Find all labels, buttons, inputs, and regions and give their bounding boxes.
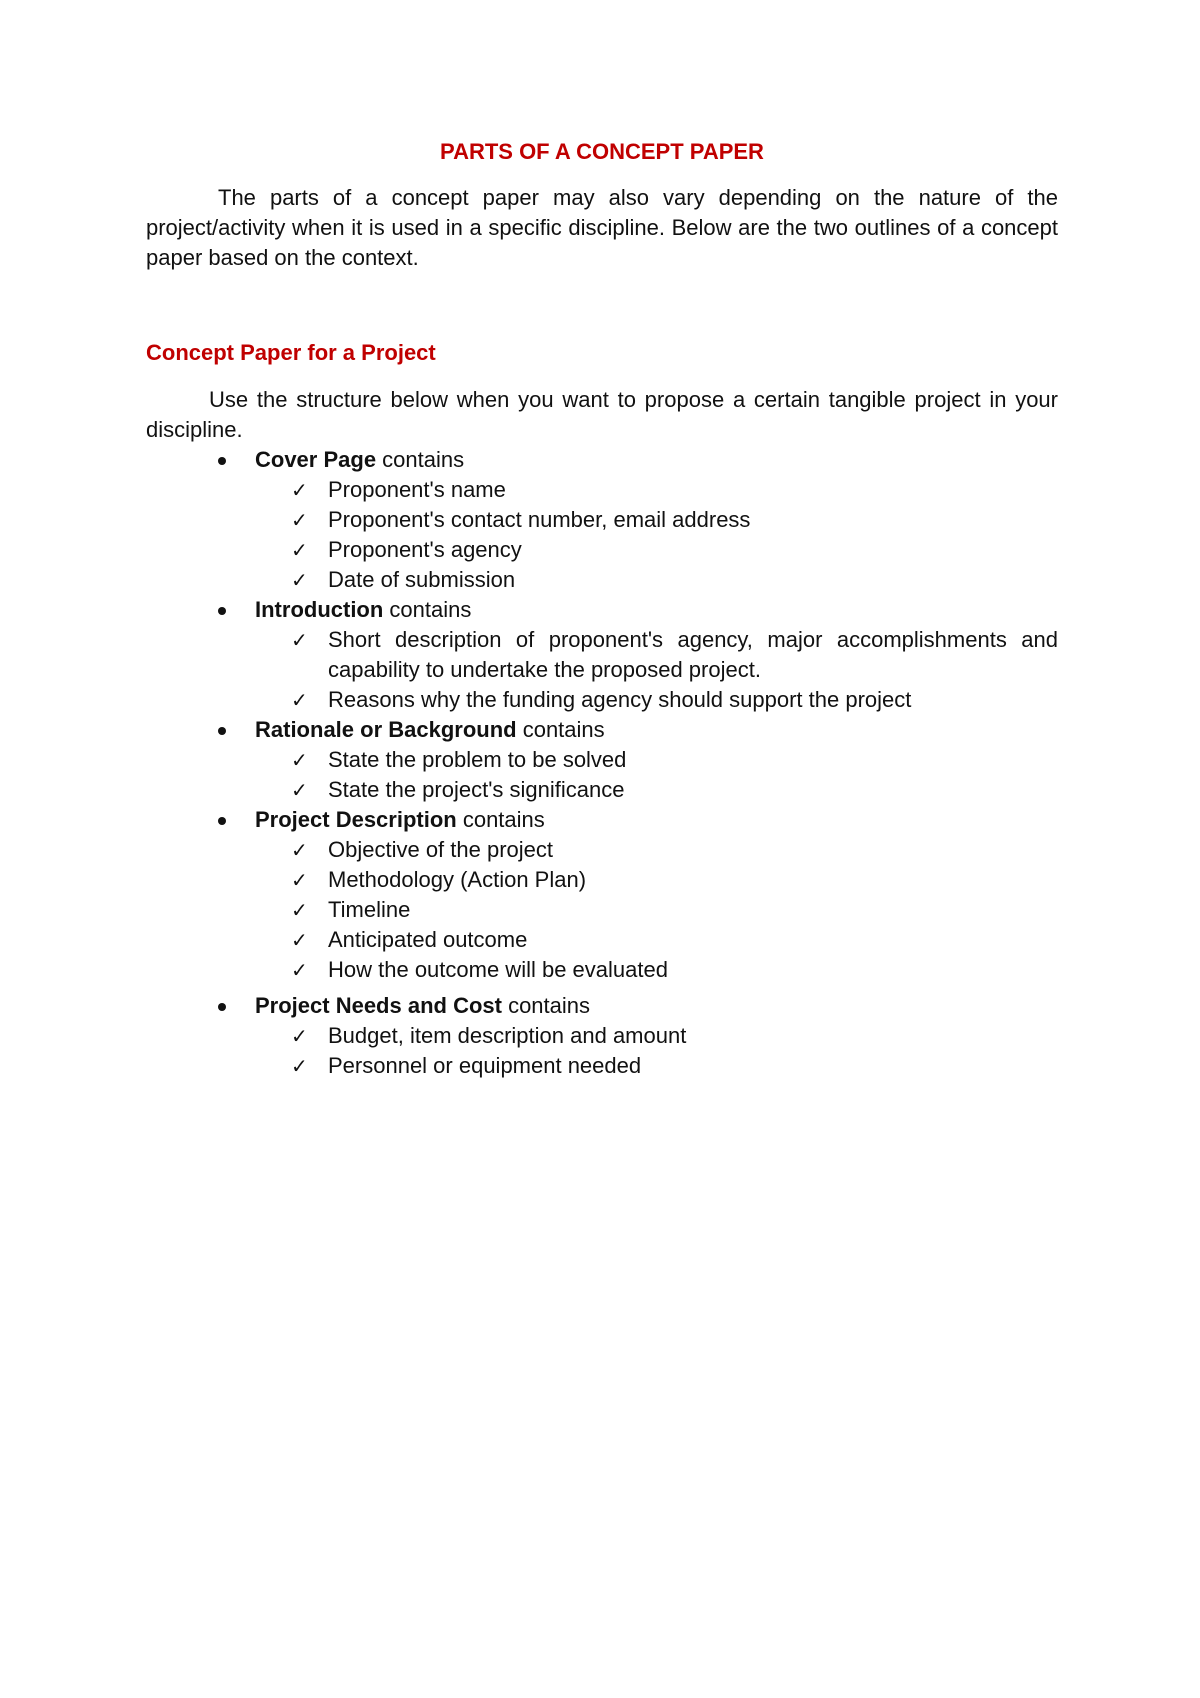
- checkmark-icon: ✓: [291, 688, 308, 712]
- sublist-item: ✓ Methodology (Action Plan): [255, 865, 1058, 895]
- sublist-item: ✓ Timeline: [255, 895, 1058, 925]
- outline-item-suffix: contains: [456, 807, 545, 832]
- outline-list: [146, 445, 1058, 1081]
- sublist-item: ✓ Personnel or equipment needed: [255, 1051, 1058, 1081]
- sublist-item: ✓ How the outcome will be evaluated: [255, 955, 1058, 985]
- outline-item-suffix: contains: [516, 717, 605, 742]
- sublist-item: ✓ Short description of proponent's agency, major accomplishments and capability to undertake the proposed project.: [291, 627, 1058, 682]
- section-lead: Use the structure below when you want to propose a certain tangible project in your discipline.: [146, 387, 1058, 442]
- sublist-item: ✓ Proponent's agency: [255, 535, 1058, 565]
- sublist-item: ✓ Proponent's name: [255, 475, 1058, 505]
- outline-item-label: Rationale or Background: [255, 717, 517, 742]
- sublist-item: ✓ Objective of the project: [255, 835, 1058, 865]
- outline-item-introduction: [146, 595, 1058, 715]
- bullet-icon: [218, 727, 226, 735]
- sublist: [255, 625, 1058, 715]
- outline-item-label: Project Needs and Cost: [255, 993, 502, 1018]
- sublist-item: ✓ Reasons why the funding agency should support the project: [255, 685, 1058, 715]
- outline-item-rationale: [146, 715, 1058, 805]
- checkmark-icon: ✓: [291, 538, 308, 562]
- sublist: [255, 475, 1058, 595]
- section-heading: Concept Paper for a Project: [146, 340, 436, 365]
- outline-item-label: Introduction: [255, 597, 384, 622]
- checkmark-icon: ✓: [291, 628, 308, 652]
- intro-paragraph: The parts of a concept paper may also vary depending on the nature of the project/activity when it is used in a specific discipline. Below are the two outlines of a concept paper based on the context.: [146, 185, 1058, 270]
- bullet-icon: [218, 817, 226, 825]
- checkmark-icon: ✓: [291, 778, 308, 802]
- outline-item-label: Project Description: [255, 807, 457, 832]
- checkmark-icon: ✓: [291, 958, 308, 982]
- checkmark-icon: ✓: [291, 898, 308, 922]
- outline-item-project-description: [146, 805, 1058, 985]
- checkmark-icon: ✓: [291, 928, 308, 952]
- checkmark-icon: ✓: [291, 1024, 308, 1048]
- sublist-item: ✓ Anticipated outcome: [255, 925, 1058, 955]
- page-title: PARTS OF A CONCEPT PAPER: [440, 139, 764, 164]
- sublist-item: ✓ Proponent's contact number, email address: [255, 505, 1058, 535]
- checkmark-icon: ✓: [291, 748, 308, 772]
- sublist: [255, 745, 1058, 805]
- outline-item-suffix: contains: [501, 993, 591, 1018]
- checkmark-icon: ✓: [291, 838, 308, 862]
- checkmark-icon: ✓: [291, 568, 308, 592]
- outline-item-suffix: contains: [376, 447, 465, 472]
- checkmark-icon: ✓: [291, 868, 308, 892]
- outline-item-suffix: contains: [383, 597, 472, 622]
- checkmark-icon: ✓: [291, 508, 308, 532]
- sublist: [255, 835, 1058, 985]
- outline-item-cover-page: [146, 445, 1058, 595]
- outline-item-label: Cover Page: [255, 447, 377, 472]
- checkmark-icon: ✓: [291, 1054, 308, 1078]
- sublist-item: ✓ State the project's significance: [255, 775, 1058, 805]
- bullet-icon: [218, 1003, 226, 1011]
- sublist-item: ✓ Budget, item description and amount: [255, 1021, 1058, 1051]
- bullet-icon: [218, 457, 226, 465]
- checkmark-icon: ✓: [291, 478, 308, 502]
- sublist-item: ✓ Date of submission: [255, 565, 1058, 595]
- outline-item-project-needs: [146, 991, 1058, 1081]
- bullet-icon: [218, 607, 226, 615]
- sublist-item: ✓ State the problem to be solved: [255, 745, 1058, 775]
- sublist: [255, 1021, 1058, 1081]
